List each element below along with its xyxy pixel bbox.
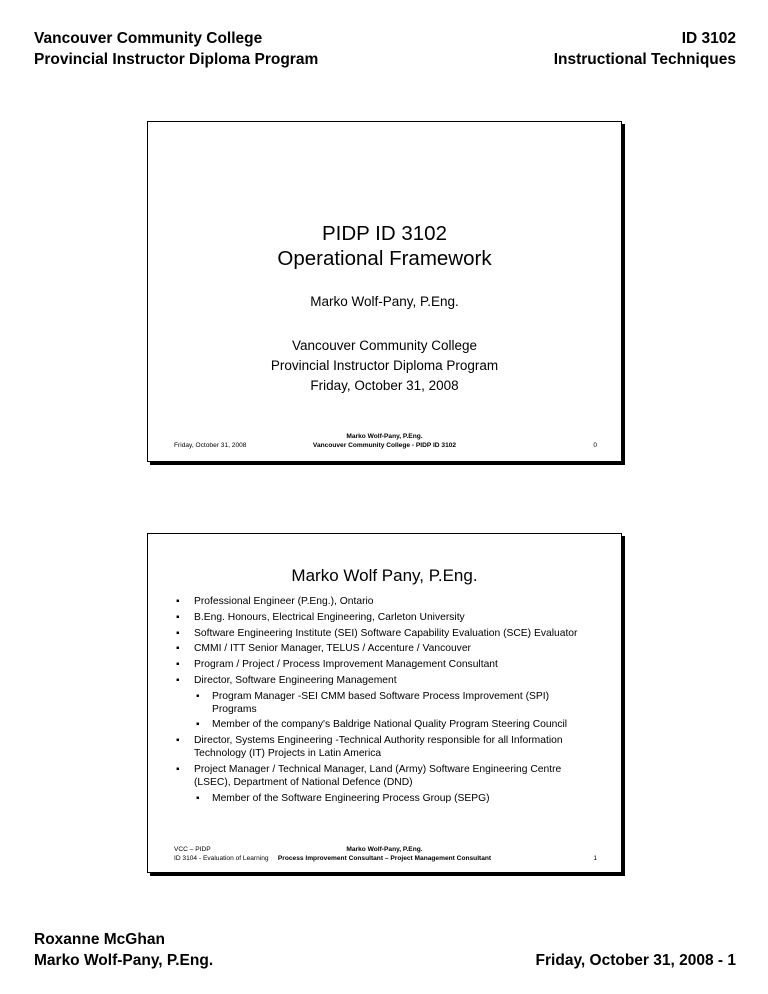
slide-0 (147, 121, 622, 462)
slide-org-line1: Vancouver Community College (291, 338, 478, 353)
slide-footer-course: ID 3104 - Evaluation of Learning (174, 855, 269, 862)
slide-footer-course: Vancouver Community College - PIDP ID 3102 (312, 442, 457, 449)
slide-number: 1 (593, 855, 597, 862)
bullet-item: ▪ B.Eng. Honours, Electrical Engineering, Carleton University (174, 611, 594, 624)
slide-author: Marko Wolf-Pany, P.Eng. (310, 294, 459, 309)
slide-1 (147, 533, 622, 873)
bullet-item: ▪ Program / Project / Process Improvement Management Consultant (174, 658, 594, 671)
slide-footer-org: VCC – PIDP (174, 846, 211, 853)
bullet-item: ▪ CMMI / ITT Senior Manager, TELUS / Accenture / Vancouver (174, 642, 594, 655)
page-header-left (34, 28, 318, 70)
slide-org-line2: Provincial Instructor Diploma Program (270, 358, 499, 373)
page-header-right (554, 28, 736, 70)
program-name: Provincial Instructor Diploma Program (34, 51, 319, 68)
sub-bullet-item: ▪ Member of the company's Baldrige National Quality Program Steering Council (174, 718, 594, 731)
footer-name-1: Roxanne McGhan (34, 931, 165, 948)
footer-name-2: Marko Wolf-Pany, P.Eng. (34, 952, 214, 969)
slide-title: Marko Wolf Pany, P.Eng. (291, 566, 478, 585)
college-name: Vancouver Community College (34, 30, 263, 47)
sub-bullet-item: ▪ Program Manager -SEI CMM based Software Process Improvement (SPI) Programs (174, 690, 594, 716)
course-name: Instructional Techniques (553, 51, 736, 68)
bullet-item: ▪ Software Engineering Institute (SEI) Software Capability Evaluation (SCE) Evaluator (174, 627, 594, 640)
slide-date: Friday, October 31, 2008 (310, 378, 459, 393)
slide-footer-author: Marko Wolf-Pany, P.Eng. (346, 846, 423, 853)
slide-footer-role: Process Improvement Consultant – Project Management Consultant (277, 855, 492, 862)
bullet-item: ▪ Director, Systems Engineering -Technical Authority responsible for all Information Technology (IT) Projects in Latin America (174, 734, 594, 760)
bullet-item: ▪ Director, Software Engineering Management (174, 674, 594, 687)
bullet-list (174, 595, 594, 807)
bullet-item: ▪ Project Manager / Technical Manager, Land (Army) Software Engineering Centre (LSEC), Department of National Defence (DND) (174, 763, 594, 789)
slide-title-line1: PIDP ID 3102 (322, 222, 447, 245)
slide-number: 0 (593, 442, 597, 449)
slide-footer-author: Marko Wolf-Pany, P.Eng. (346, 433, 423, 440)
page-footer-date: Friday, October 31, 2008 - 1 (535, 952, 736, 969)
sub-bullet-item: ▪ Member of the Software Engineering Process Group (SEPG) (174, 792, 594, 805)
slide-title-line2: Operational Framework (277, 247, 492, 270)
course-code: ID 3102 (681, 30, 736, 47)
bullet-item: ▪ Professional Engineer (P.Eng.), Ontario (174, 595, 594, 608)
slide-footer-date: Friday, October 31, 2008 (174, 442, 247, 449)
page-footer-left (34, 929, 213, 971)
